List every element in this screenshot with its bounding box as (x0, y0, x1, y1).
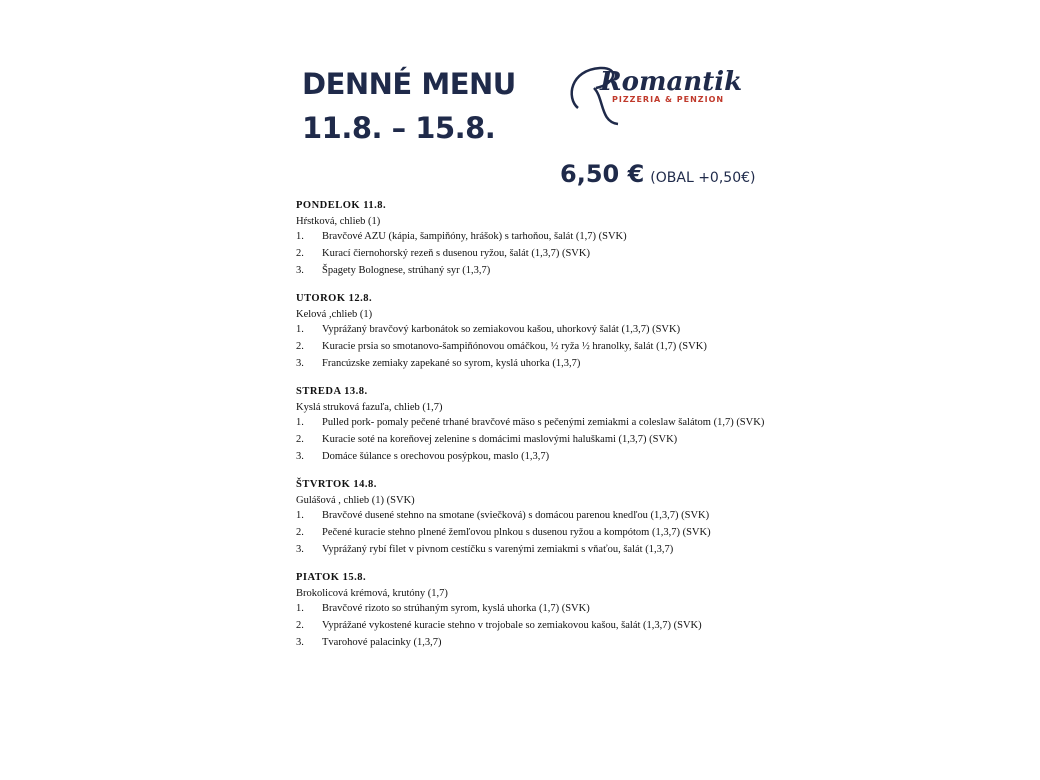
menu-item (296, 433, 776, 446)
menu-item (296, 526, 776, 539)
menu-item (296, 340, 776, 353)
day-name: ŠTVRTOK 14.8. (296, 479, 377, 490)
logo-subtitle: PIZZERIA & PENZION (612, 95, 725, 104)
item-text: Vyprážaný rybí filet v pivnom cestíčku s varenými zemiakmi s vňaťou, šalát (1,3,7) (322, 544, 674, 555)
item-text: Špagety Bolognese, strúhaný syr (1,3,7) (322, 265, 491, 276)
item-text: Pulled pork- pomaly pečené trhané bravčové mäso s pečenými zemiakmi a coleslaw šalátom (1,7) (SVK) (322, 417, 765, 428)
day-wednesday (296, 384, 776, 463)
item-number: 1. (296, 231, 304, 242)
menu-item (296, 323, 776, 336)
item-text: Bravčové rizoto so strúhaným syrom, kyslá uhorka (1,7) (SVK) (322, 603, 590, 614)
item-number: 3. (296, 265, 304, 276)
menu-item (296, 543, 776, 556)
price-line (560, 160, 755, 188)
item-number: 2. (296, 248, 304, 259)
day-soup: Gulášová , chlieb (1) (SVK) (296, 495, 415, 506)
item-text: Tvarohové palacinky (1,3,7) (322, 637, 442, 648)
romantik-logo (560, 58, 750, 130)
item-text: Bravčové AZU (kápia, šampiňóny, hrášok) s tarhoňou, šalát (1,7) (SVK) (322, 231, 627, 242)
menu-title (302, 62, 516, 150)
item-text: Kuracie soté na koreňovej zelenine s domácimi maslovými haluškami (1,3,7) (SVK) (322, 434, 678, 445)
day-tuesday (296, 291, 776, 370)
menu-item (296, 416, 776, 429)
day-thursday (296, 477, 776, 556)
packaging-fee: (OBAL +0,50€) (650, 170, 756, 186)
menu-item (296, 357, 776, 370)
menu-list (296, 198, 776, 663)
item-text: Vyprážaný bravčový karbonátok so zemiakovou kašou, uhorkový šalát (1,3,7) (SVK) (322, 324, 681, 335)
menu-item (296, 619, 776, 632)
item-number: 1. (296, 603, 304, 614)
item-number: 1. (296, 417, 304, 428)
menu-item (296, 509, 776, 522)
menu-price: 6,50 € (560, 160, 645, 188)
title-heading: DENNÉ MENU (302, 67, 516, 101)
day-soup: Kyslá struková fazuľa, chlieb (1,7) (296, 402, 443, 413)
menu-item (296, 450, 776, 463)
title-dates: 11.8. – 15.8. (302, 111, 496, 145)
day-name: STREDA 13.8. (296, 386, 368, 397)
item-number: 2. (296, 620, 304, 631)
day-soup: Kelová ,chlieb (1) (296, 309, 373, 320)
menu-item (296, 602, 776, 615)
item-text: Bravčové dusené stehno na smotane (sviečková) s domácou parenou knedľou (1,3,7) (SVK) (322, 510, 710, 521)
day-name: PONDELOK 11.8. (296, 200, 387, 211)
item-number: 2. (296, 527, 304, 538)
item-number: 2. (296, 341, 304, 352)
logo-name: Romantik (600, 67, 743, 97)
item-text: Kurací čiernohorský rezeň s dusenou ryžou, šalát (1,3,7) (SVK) (322, 248, 590, 259)
item-number: 3. (296, 544, 304, 555)
item-number: 2. (296, 434, 304, 445)
menu-item (296, 230, 776, 243)
menu-item (296, 247, 776, 260)
day-monday (296, 198, 776, 277)
item-number: 1. (296, 324, 304, 335)
item-text: Vyprážané vykostené kuracie stehno v trojobale so zemiakovou kašou, šalát (1,3,7) (SVK) (322, 620, 702, 631)
item-number: 3. (296, 451, 304, 462)
item-text: Domáce šúlance s orechovou posýpkou, maslo (1,3,7) (322, 451, 550, 462)
day-soup: Brokolicová krémová, krutóny (1,7) (296, 588, 448, 599)
item-text: Francúzske zemiaky zapekané so syrom, kyslá uhorka (1,3,7) (322, 358, 581, 369)
day-name: UTOROK 12.8. (296, 293, 373, 304)
menu-item (296, 636, 776, 649)
item-number: 3. (296, 637, 304, 648)
day-friday (296, 570, 776, 649)
item-number: 3. (296, 358, 304, 369)
item-text: Kuracie prsia so smotanovo-šampiňónovou omáčkou, ½ ryža ½ hranolky, šalát (1,7) (SVK) (322, 341, 707, 352)
item-number: 1. (296, 510, 304, 521)
day-name: PIATOK 15.8. (296, 572, 367, 583)
item-text: Pečené kuracie stehno plnené žemľovou plnkou s dusenou ryžou a kompótom (1,3,7) (SVK) (322, 527, 711, 538)
day-soup: Hŕstková, chlieb (1) (296, 216, 381, 227)
menu-item (296, 264, 776, 277)
